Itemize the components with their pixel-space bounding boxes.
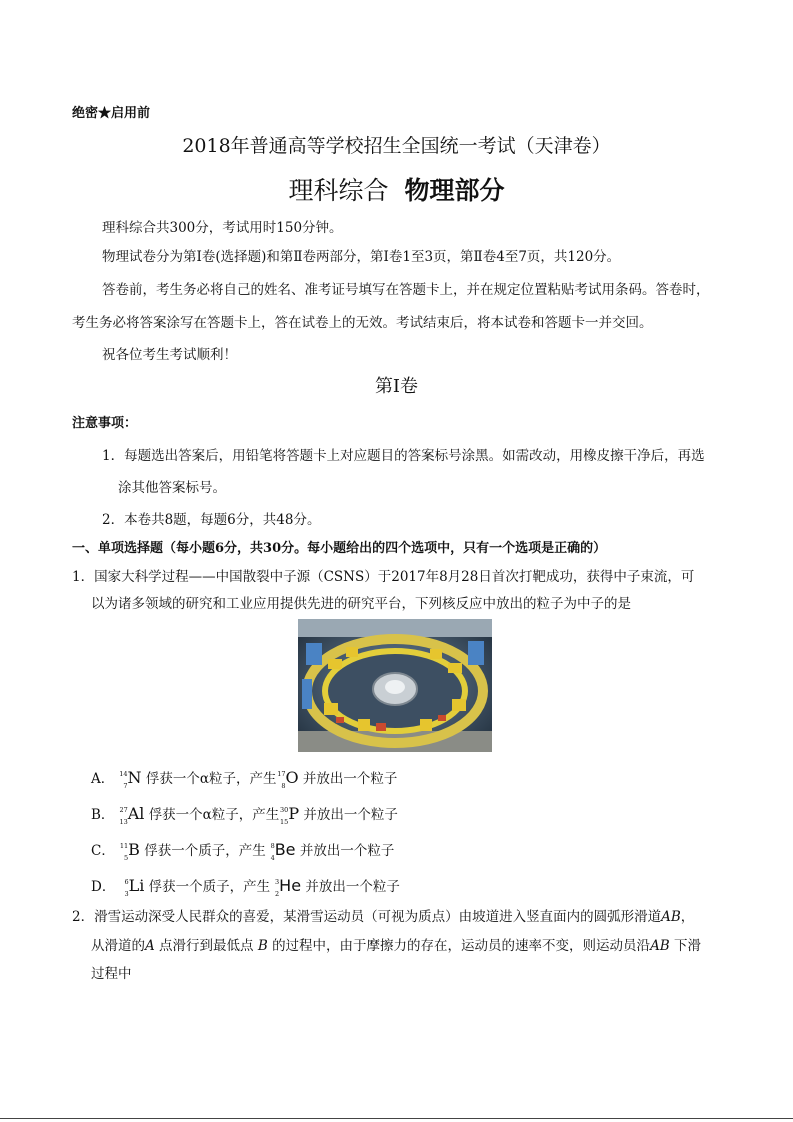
- option-label: C．: [91, 843, 115, 859]
- isotope-notation: 11 5: [119, 842, 129, 862]
- question-number: 2．: [72, 909, 95, 925]
- element-symbol: P: [288, 804, 300, 823]
- intro-line: 考生务必将答案涂写在答题卡上，答在试卷上的无效。考试结束后，将本试卷和答题卡一并交回。: [72, 315, 653, 331]
- page-bottom-rule: [0, 1118, 793, 1119]
- element-symbol: Al: [127, 804, 145, 823]
- element-symbol: Be: [274, 840, 296, 859]
- option-text: 并放出一个粒子: [302, 771, 398, 787]
- isotope-notation: 6 3: [124, 878, 129, 898]
- question-text: 以为诸多领域的研究和工业应用提供先进的研究平台，下列核反应中放出的粒子为中子的是: [91, 596, 631, 612]
- question-text: 从滑道的A 点滑行到最低点 B 的过程中，由于摩擦力的存在，运动员的速率不变，则运动员沿AB 下滑: [91, 938, 702, 954]
- option-text: 俘获一个质子，产生: [144, 843, 266, 859]
- neutron-source-photo: [298, 619, 492, 752]
- isotope-notation: 30 15: [280, 806, 289, 826]
- isotope-notation: 27 13: [119, 806, 128, 826]
- intro-line: 理科综合共300分，考试用时150分钟。: [102, 220, 343, 236]
- isotope-notation: 8 4: [270, 842, 275, 862]
- part-heading: 一、单项选择题（每小题6分，共30分。每小题给出的四个选项中，只有一个选项是正确的）: [72, 541, 607, 556]
- subject-title: [0, 171, 793, 207]
- point-label: B: [257, 938, 268, 954]
- element-symbol: O: [285, 768, 299, 787]
- option-label: B．: [91, 807, 115, 823]
- option-text: 并放出一个粒子: [303, 807, 398, 823]
- isotope-notation: 3 2: [275, 878, 280, 898]
- notes-heading: 注意事项：: [72, 416, 138, 431]
- element-symbol: N: [127, 768, 142, 787]
- option-text: 俘获一个质子，产生: [148, 879, 271, 895]
- question-text: 滑雪运动深受人民群众的喜爱，某滑雪运动员（可视为质点）由坡道进入竖直面内的圆弧形滑道: [94, 909, 662, 925]
- question-text: 国家大科学过程——中国散裂中子源（CSNS）于2017年8月28日首次打靶成功，获得中子束流，可: [94, 569, 695, 585]
- question-1: [72, 565, 694, 585]
- subject-title-part: 物理部分: [404, 176, 505, 205]
- point-label: A: [145, 938, 155, 954]
- option-text: 并放出一个粒子: [305, 879, 400, 895]
- notes-item: 2．本卷共8题，每题6分，共48分。: [102, 512, 321, 528]
- option-b: [91, 803, 398, 825]
- option-text: 俘获一个α粒子，产生: [148, 807, 280, 823]
- intro-line: 祝各位考生考试顺利！: [102, 347, 237, 363]
- intro-line: 答卷前，考生务必将自己的姓名、准考证号填写在答题卡上，并在规定位置粘贴考试用条码。答卷时，: [102, 282, 710, 298]
- option-a: [91, 767, 397, 789]
- subject-title-main: 理科综合: [288, 176, 389, 205]
- element-symbol: B: [128, 840, 140, 859]
- element-symbol: He: [279, 876, 302, 895]
- isotope-notation: 17 8: [277, 770, 286, 790]
- isotope-notation: 14 7: [119, 770, 128, 790]
- question-text: 过程中: [91, 966, 132, 982]
- exam-title: 2018年普通高等学校招生全国统一考试（天津卷）: [182, 135, 611, 157]
- notes-item: 涂其他答案标号。: [118, 480, 226, 496]
- question-2: 2．滑雪运动深受人民群众的喜爱，某滑雪运动员（可视为质点）由坡道进入竖直面内的圆弧形滑道AB，: [72, 909, 695, 925]
- option-d: [91, 875, 400, 897]
- option-text: 俘获一个α粒子，产生: [145, 771, 277, 787]
- question-number: 1．: [72, 569, 95, 585]
- segment-label: AB: [661, 909, 681, 925]
- option-text: 并放出一个粒子: [299, 843, 395, 859]
- notes-item: 1．每题选出答案后，用铅笔将答题卡上对应题目的答案标号涂黑。如需改动，用橡皮擦干净后，再选: [102, 448, 705, 464]
- option-label: D．: [91, 879, 116, 895]
- segment-label: AB: [650, 938, 670, 954]
- option-label: A．: [91, 771, 115, 787]
- secret-label: 绝密★启用前: [72, 106, 151, 121]
- option-c: [91, 839, 394, 861]
- element-symbol: Li: [128, 876, 145, 895]
- intro-line: 物理试卷分为第Ⅰ卷(选择题)和第Ⅱ卷两部分，第Ⅰ卷1至3页，第Ⅱ卷4至7页，共120分。: [102, 249, 621, 265]
- section-title: 第Ⅰ卷: [374, 376, 419, 397]
